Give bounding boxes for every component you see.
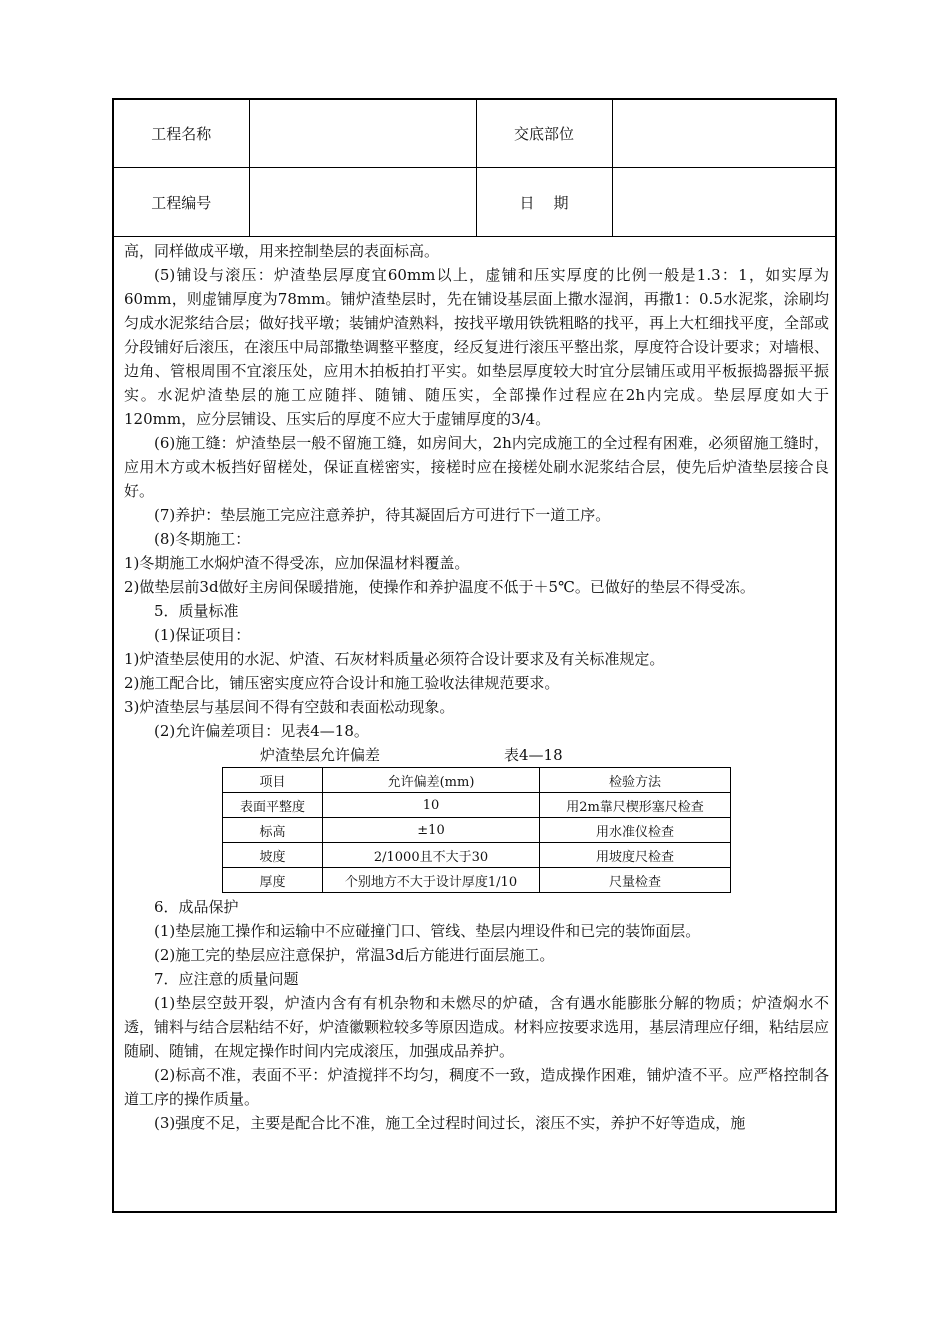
paragraph: (2)施工完的垫层应注意保护，常温3d后方能进行面层施工。: [154, 946, 555, 964]
table-cell: 厚度: [223, 868, 323, 893]
location-label: 交底部位: [476, 100, 612, 168]
table-header-cell: 检验方法: [540, 768, 731, 793]
section-heading: 5．质量标准: [154, 602, 239, 620]
project-name-value: [249, 100, 476, 168]
paragraph: (5)铺设与滚压：炉渣垫层厚度宜60mm以上，虚铺和压实厚度的比例一般是1.3：1，如实厚为60mm，则虚铺厚度为78mm。铺炉渣垫层时，先在铺设基层面上撒水湿润，再撒1：0.5水泥浆，涂刷均匀成水泥浆结合层；做好找平墩；装铺炉渣熟料，按找平墩用铁铣粗略的找平，再上大杠细找平度，全部或分段铺好后滚压，在滚压中局部撒垫调整平整度，经反复进行滚压平整出浆，厚度符合设计要求；对墙根、边角、管根周围不宜滚压处，应用木拍板拍打平实。如垫层厚度较大时宜分层铺压或用平板振捣器振平振实。水泥炉渣垫层的施工应随拌、随铺、随压实，全部操作过程应在2h内完成。垫层厚度如大于120mm，应分层铺设、压实后的厚度不应大于虚铺厚度的3/4。: [124, 266, 830, 428]
paragraph: (7)养护：垫层施工完应注意养护，待其凝固后方可进行下一道工序。: [154, 506, 611, 524]
date-value: [612, 168, 835, 237]
table-cell: 坡度: [223, 843, 323, 868]
document-frame: [112, 98, 837, 1213]
table-cell: 2/1000且不大于30: [323, 843, 540, 868]
paragraph: (1)垫层空鼓开裂，炉渣内含有有机杂物和未燃尽的炉碴，含有遇水能膨胀分解的物质；炉渣焖水不透，铺料与结合层粘结不好，炉渣徽颗粒较多等原因造成。材料应按要求选用，基层清理应仔细，粘结层应随刷、随铺，在规定操作时间内完成滚压，加强成品养护。: [124, 994, 830, 1060]
section-heading: 7．应注意的质量问题: [154, 970, 299, 988]
paragraph: 2)做垫层前3d做好主房间保暖措施，使操作和养护温度不低于＋5℃。已做好的垫层不得受冻。: [124, 578, 755, 596]
table-number: 表4—18: [504, 746, 563, 764]
table-header-row: [223, 768, 731, 793]
paragraph: 1)炉渣垫层使用的水泥、炉渣、石灰材料质量必须符合设计要求及有关标准规定。: [124, 650, 665, 668]
paragraph: 1)冬期施工水焖炉渣不得受冻，应加保温材料覆盖。: [124, 554, 470, 572]
document-body: [124, 239, 829, 1135]
paragraph: 高，同样做成平墩，用来控制垫层的表面标高。: [124, 242, 440, 260]
table-header-cell: 允许偏差(mm): [323, 768, 540, 793]
tolerance-table: [222, 767, 731, 893]
table-row: [223, 868, 731, 893]
project-no-label: 工程编号: [114, 168, 249, 237]
table-cell: 尺量检查: [540, 868, 731, 893]
table-row: [223, 793, 731, 818]
paragraph: (1)垫层施工操作和运输中不应碰撞门口、管线、垫层内埋设件和已完的装饰面层。: [154, 922, 701, 940]
table-caption: [124, 743, 829, 767]
table-cell: 个别地方不大于设计厚度1/10: [323, 868, 540, 893]
project-name-label: 工程名称: [114, 100, 249, 168]
paragraph: 3)炉渣垫层与基层间不得有空鼓和表面松动现象。: [124, 698, 455, 716]
table-header-cell: 项目: [223, 768, 323, 793]
paragraph: (2)标高不准，表面不平：炉渣搅拌不均匀，稠度不一致，造成操作困难，铺炉渣不平。应严格控制各道工序的操作质量。: [124, 1066, 829, 1108]
table-row: [223, 818, 731, 843]
paragraph: (8)冬期施工：: [154, 530, 251, 548]
header-table: [114, 100, 835, 237]
table-cell: 表面平整度: [223, 793, 323, 818]
paragraph: (2)允许偏差项目：见表4—18。: [154, 722, 369, 740]
table-row: [223, 843, 731, 868]
table-cell: 用2m靠尺楔形塞尺检查: [540, 793, 731, 818]
paragraph: (6)施工缝：炉渣垫层一般不留施工缝，如房间大，2h内完成施工的全过程有困难，必须留施工缝时，应用木方或木板挡好留槎处，保证直槎密实，接槎时应在接槎处刷水泥浆结合层，使先后炉渣垫层接合良好。: [124, 434, 829, 500]
table-cell: 用坡度尺检查: [540, 843, 731, 868]
section-heading: 6．成品保护: [154, 898, 239, 916]
paragraph: (1)保证项目：: [154, 626, 251, 644]
table-cell: ±10: [323, 818, 540, 843]
date-label: 日 期: [476, 168, 612, 237]
table-cell: 用水准仪检查: [540, 818, 731, 843]
paragraph: 2)施工配合比，铺压密实度应符合设计和施工验收法律规范要求。: [124, 674, 560, 692]
paragraph: (3)强度不足，主要是配合比不准，施工全过程时间过长，滚压不实，养护不好等造成，施: [154, 1114, 746, 1132]
location-value: [612, 100, 835, 168]
table-title: 炉渣垫层允许偏差: [260, 746, 381, 764]
project-no-value: [249, 168, 476, 237]
table-cell: 10: [323, 793, 540, 818]
table-cell: 标高: [223, 818, 323, 843]
